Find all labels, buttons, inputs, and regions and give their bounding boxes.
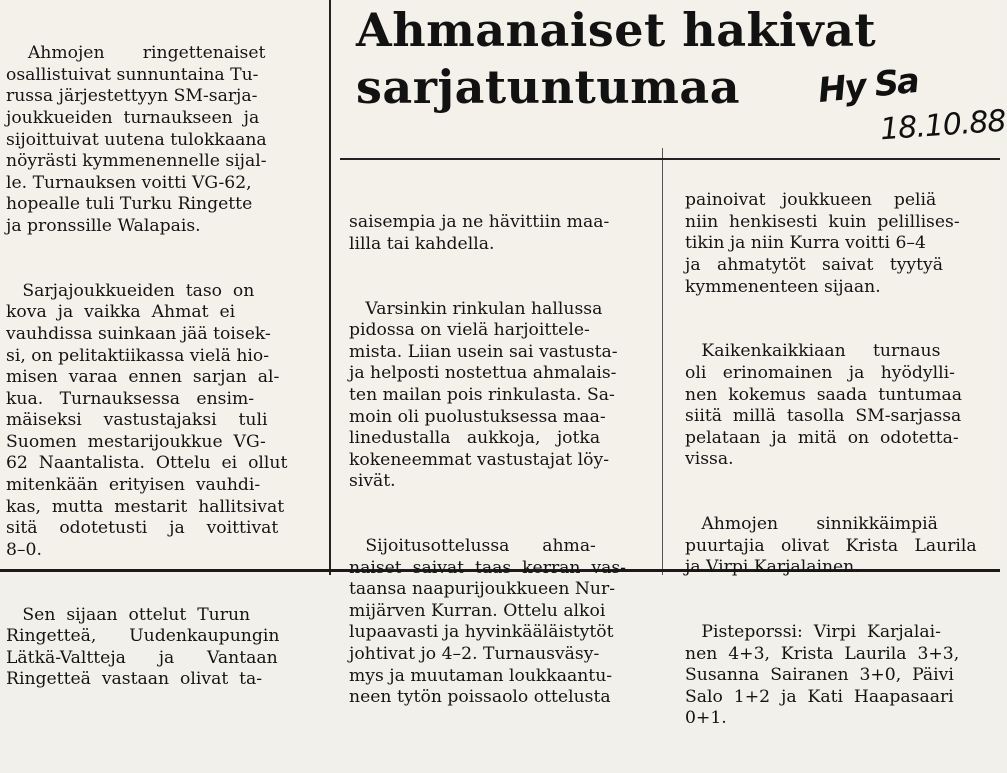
paragraph: Ahmojen sinnikkäimpiä puurtajia olivat Krista Laurila ja Virpi Karjalainen.: [685, 514, 977, 578]
article-column-1: [6, 0, 320, 734]
paragraph: Varsinkin rinkulan hallussa pidossa on vielä harjoittele- mista. Liian usein sai vastusta- ja helposti nostettua ahmalais- ten mailan pois rinkulasta. Sa- moin oli puolustuksessa maa- linedustalla aukkoja, jotka kokeneemmat vastustajat löy- sivät.: [349, 298, 618, 492]
paragraph: painoivat joukkueen peliä niin henkisesti kuin pelillises- tikin ja niin Kurra voitti 6–4 ja ahmatytöt saivat tyytyä kymmenenteen sijaan.: [685, 190, 960, 297]
paragraph: Kaikenkaikkiaan turnaus oli erinomainen ja hyödylli- nen kokemus saada tuntumaa siitä millä tasolla SM-sarjassa pelataan ja mitä on odotetta- vissa.: [685, 341, 963, 470]
paragraph: Ahmojen ringettenaiset osallistuivat sunnuntaina Tu- russa järjestettyyn SM-sarja- joukkueiden turnaukseen ja sijoittuivat uutena tulokkaana nöyrästi kymmenennelle sijal- le. Turnauksen voitti VG-62, hopealle tuli Turku Ringette ja pronssille Walapais.: [6, 43, 267, 236]
column-divider: [662, 148, 663, 575]
paragraph: Sarjajoukkueiden taso on kova ja vaikka Ahmat ei vauhdissa suinkaan jää toisek- si, on pelitaktiikassa vielä hio- misen varaa ennen sarjan al- kua. Turnauksessa ensim- mäiseksi vastustajaksi tuli Suomen mestarijoukkue VG- 62 Naantalista. Ottelu ei ollut mitenkään erityisen vauhdi- kas, mutta mestarit hallitsivat sitä odotetusti ja voittivat 8–0.: [6, 280, 288, 560]
paragraph: Pisteporssi: Virpi Karjalai- nen 4+3, Krista Laurila 3+3, Susanna Sairanen 3+0, Päivi Salo 1+2 ja Kati Haapasaari 0+1.: [685, 622, 960, 729]
paragraph: saisempia ja ne hävittiin maa- lilla tai kahdella.: [349, 212, 610, 254]
article-headline: Ahmanaiset hakivat sarjatuntumaa: [356, 3, 877, 114]
paragraph: Sijoitusottelussa ahma- naiset saivat taas kerran vas- taansa naapurijoukkueen Nur- mijärven Kurran. Ottelu alkoi lupaavasti ja hyvinkääläistytöt johtivat jo 4–2. Turnausväsy- mys ja muutaman loukkaantu- neen tytön poissaolo ottelusta: [349, 536, 626, 708]
paragraph: Sen sijaan ottelut Turun Ringetteä, Uudenkaupungin Lätkä-Valtteja ja Vantaan Ringetteä vastaan olivat ta-: [6, 604, 280, 690]
handwritten-note: Hy Sa: [816, 60, 920, 112]
article-column-2: [349, 169, 645, 752]
column-divider: [329, 0, 331, 575]
article-column-3: [685, 147, 990, 773]
handwritten-date: 18.10.88: [878, 103, 1007, 148]
